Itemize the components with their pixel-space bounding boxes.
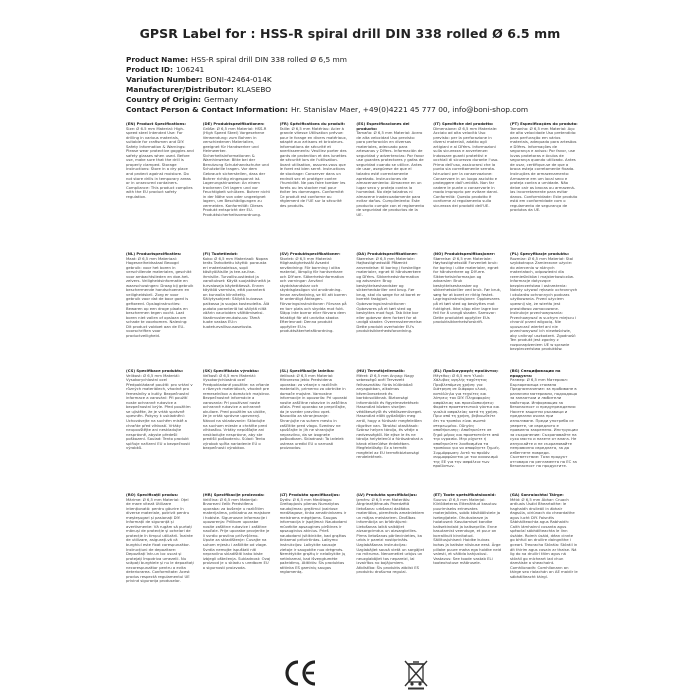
- section-hr: (HR) Specifikacije proizvoda: Veličina: Ø 6,5 mm Materijal: Brzorezni čelik Predviđena uporaba: za bušenje u različitim materijalima, prikladno za majstore i hobiste. Sigurnosne informacije i upozorenja: Prilikom uporabe nosite zaštitne rukavice i zaštitne naočale. Prije uporabe provjerite je li svrdlo pravilno pričvršćeno. Upute za skladištenje: Čuvajte na suhom mjestu i zaštitite od vlage. Svrdla nemojte ispuštati niti nepravilno skladištiti kako biste izbjegli oštećenja. Sukladnost: Ovaj proizvod je u skladu s uredbom EU o sigurnosti proizvoda.: [202, 493, 271, 570]
- section-pl: (PL) Specyfikacje produktu: Rozmiar: Ø 6,5 mm Materiał: Stal szybkotnąca Zamierzone użycie: do wiercenia w różnych materiałach, odpowiedni dla rzemieślników i majsterkowiczów. Informacje dotyczące bezpieczeństwa i ostrzeżenia: Należy używać rękawic ochronnych i okularów ochronnych podczas użytkowania. Przed użyciem upewnij się, że wiertło jest prawidłowo zamocowane. Instrukcje przechowywania: Przechowywać w suchym miejscu i chronić przed wilgocią. Nie upuszczać wierteł ani nie przechowywać ich niewłaściwie, aby uniknąć uszkodzeń. Zgodność: Ten produkt jest zgodny z rozporządzeniem UE w sprawie bezpieczeństwa produktów.: [509, 252, 578, 352]
- section-cs: (CS) Specifikace produktu: Velikost: Ø 6,5 mm Materiál: Vysokorychlostní ocel Předpokládané použití: pro vrtání v různých materiálech, vhodné pro řemeslníky a kutily. Bezpečnostní informace a varování: Při použití noste ochranné rukavice a bezpečnostní brýle. Před použitím se ujistěte, že je vrták správně upevněn. Pokyny k uskladnění: Uchovávejte na suchém místě a chraňte před vlhkostí. Vrtáky neupouštějte ani neskladujte nesprávně, abyste předešli poškození. Soulad: Tento produkt splňuje nařízení EU o bezpečnosti výrobků.: [126, 369, 193, 451]
- section-sv: (SV) Produktspecifikationer: Storlek: Ø 6,5 mm Material: Höghastighetsstål Avsedd användning: För borrning i olika material, lämplig för hantverkare och DIY:are. Säkerhetsinformation och varningar: Använd skyddshandskar och skyddsglasögon vid användning. Innan användning, se till att borren är ordentligt åtdragen. Förvaringsinstruktioner: Förvara på en torr plats och skydda mot fukt. Släpp inte borrar eller förvara dem felaktigt för att undvika skador. Efterlevnad: Denna produkt uppfyller EU:s produktsäkerhetsförordning.: [279, 252, 347, 334]
- section-row: [126, 252, 578, 355]
- meta-country-of-origin: Country of Origin: Germany: [126, 95, 238, 104]
- section-sk: (SK) Špecifikácia výrobku: Veľkosť: Ø 6,5 mm Materiál: Vysokorýchlostná oceľ Predpokladané použitie: na vŕtanie v rôznych materiáloch, vhodné pre remeselníkov a domácich majstrov. Bezpečnostné informácie a varovania: Pri používaní noste ochranné rukavice a ochranné okuliare. Pred použitím sa uistite, že je vrták správne upevnený. Návod na skladovanie: Skladujte na suchom mieste a chráňte pred vlhkosťou. Vrtáky nepúšťajte ani neskladujte nesprávne, aby ste predišli poškodeniu. Súlad: Tento výrobok spĺňa nariadenie EÚ o bezpečnosti výrobkov.: [202, 369, 270, 451]
- compliance-symbols: [270, 655, 450, 691]
- meta-product-id: Product ID: 106241: [126, 65, 205, 74]
- section-fr: (FR) Spécifications du produit: Taille: Ø 6,5 mm Matériau: Acier à grande vitesse Utilisation prévue: pour le forage en divers matériaux, adapté aux artisans et bricoleurs. Informations de sécurité et avertissements: Veuillez porter des gants de protection et des lunettes de sécurité lors de l'utilisation. Avant utilisation, assurez-vous que le foret est bien serré. Instructions de stockage: Conserver dans un endroit sec et protéger contre l'humidité. Ne pas faire tomber les forets ou les stocker mal pour éviter les dommages. Conformité: Ce produit est conforme au règlement de l'UE sur la sécurité des produits.: [279, 122, 347, 208]
- section-es: (ES) Especificaciones del producto: Tamaño: Ø 6,5 mm Material: Acero de alta velocidad Uso previsto: para perforación en diversos materiales, adecuado para artesanos y DIYers. Información de seguridad y advertencias: Por favor use guantes protectores y gafas de seguridad cuando se utilice. Antes de usar, asegúrese de que el taladro esté correctamente apretado. Instrucciones de almacenamiento: Almacene en un lugar seco y proteja contra la humedad. No deje taladros ni almacene inadecuadamente para evitar daños. Cumplimiento: Este producto cumple con el reglamento de seguridad de productos de la UE.: [356, 122, 425, 217]
- section-no: (NO) Produktspesifikasjoner: Størrelse: Ø 6,5 mm Materiale: Høyhastighetsstål Forventet bruk: for boring i ulike materialer, egnet for håndverkere og DIY-ere. Sikkerhetsinformasjon og advarsler: Bruk beskyttelseshansker og sikkerhetsbriller ved bruk. Før bruk, sørg for at boret er riktig festet. Lagringsinstruksjoner: Oppbevares på et tørt sted og beskyttes mot fuktighet. Ikke slipp eller lagre bor feil for å unngå skader. Samsvar: Dette produktet oppfyller EUs produktsikkerhetsforskrift.: [433, 252, 502, 325]
- section-bg: (BG) Спецификации на продукта: Размер: Ø 6,5 mm Материал: Бързорежеща стомана Предназначение: за пробиване в различни материали, подходящо за занаятчии и любители майстори. Информация за безопасност и предупреждения: Носете защитни ръкавици и предпазни очила при използване. Преди употреба се уверете, че свредлото е правилно закрепено. Инструкции за съхранение: Съхранявайте на сухо място и пазете от влага. Не изпускайте и не съхранявайте неправилно свредлата, за да избегнете повреди. Съответствие: Този продукт отговаря на регламента на ЕС за безопасност на продуктите.: [509, 369, 578, 469]
- section-el: (EL) Προδιαγραφές προϊόντος: Μέγεθος: Ø 6,5 mm Υλικό: Χάλυβας υψηλής ταχύτητας Προβλεπόμενη χρήση: για διάτρηση σε διάφορα υλικά, κατάλληλο για τεχνίτες και λάτρεις του DIY. Πληροφορίες ασφάλειας και προειδοποιήσεις: Φοράτε προστατευτικά γάντια και γυαλιά ασφαλείας κατά τη χρήση. Πριν από τη χρήση, βεβαιωθείτε ότι το τρυπάνι είναι σωστά στερεωμένο. Οδηγίες αποθήκευσης: Αποθηκεύετε σε ξηρό μέρος και προστατεύετε από την υγρασία. Μην ρίχνετε ή αποθηκεύετε λανθασμένα τα τρυπάνια για να αποφύγετε ζημιές. Συμμόρφωση: Αυτό το προϊόν συμμορφώνεται με τον κανονισμό της ΕΕ για την ασφάλεια των προϊόντων.: [433, 369, 501, 469]
- section-fi: (FI) Tuotetiedot: Koko: Ø 6,5 mm Materiaali: Nopea teräs Tarkoitettu käyttö: porausta eri materiaaleissa, sopii käsityöläisille ja tee-se-itse-ihmisille. Turvallisuustiedot ja varoitukset: Käytä suojakäsineitä ja turvalaseja käytettäessä. Ennen käyttöä varmista, että poranterä on kunnolla kiinnitetty. Säilytysohjeet: Säilytä kuivassa paikassa ja suojaa kosteudelta. Älä pudota poranteriä tai säilytä niitä väärin vaurioiden välttämiseksi. Vaatimustenmukaisuus: Tämä tuote vastaa EU:n tuoteturvallisuusasetusta.: [202, 252, 271, 329]
- section-lt: (LT) Produkto specifikacijos: Dydis: Ø 6,5 mm Medžiaga: Greitapjovis plienas Numatytas naudojimas: gręžimui įvairiose medžiagose, tinka amatininkams ir meistrams mėgėjams. Saugos informacija ir įspėjimai: Naudodami mūvėkite apsaugines pirštines ir apsauginius akinius. Prieš naudodami įsitikinkite, kad grąžtas tinkamai pritvirtintas. Laikymo instrukcijos: Laikykite sausoje vietoje ir saugokite nuo drėgmės. Nemėtykite grąžtų ir nelaikykite jų netinkamai, kad išvengtumėte pažeidimų. Atitiktis: Šis produktas atitinka ES gaminių saugos reglamentą.: [279, 493, 348, 575]
- language-sections: [126, 122, 578, 614]
- section-ro: (RO) Specificații produs: Mărime: Ø 6,5 mm Material: Oțel de mare viteză Utilizare intenționată: pentru găurire în diverse materiale, potrivit pentru meșteșugari și pasionați DIY. Informații de siguranță și avertismente: Vă rugăm să purtați mănuși de protecție și ochelari de protecție în timpul utilizării. Înainte de utilizare, asigurați-vă că burghiul este fixat corespunzător. Instrucțiuni de depozitare: Depozitați într-un loc uscat și protejați împotriva umezelii. Nu scăpați burghiele și nu le depozitați necorespunzător pentru a evita deteriorarea. Conformitate: Acest produs respectă regulamentul UE privind siguranța produselor.: [126, 493, 194, 584]
- meta-manufacturer: Manufacturer/Distributor: KLASEBO: [126, 85, 272, 94]
- section-it: (IT) Specifiche del prodotto: Dimensione: Ø 6,5 mm Materiale: Acciaio ad alta velocità Uso previsto: per la perforazione in diversi materiali, adatto agli artigiani e ai DIYers. Informazioni sulla sicurezza e avvertenze: Indossare guanti protettivi e occhiali di sicurezza durante l'uso. Prima dell'uso, assicurarsi che la punta sia correttamente serrata. Istruzioni per la conservazione: Conservare in un luogo asciutto e proteggere dall'umidità. Non far cadere le punte o conservarle in modo improprio per evitare danni. Conformità: Questo prodotto è conforme al regolamento sulla sicurezza dei prodotti dell'UE.: [433, 122, 499, 208]
- section-row: [126, 122, 578, 238]
- section-ga: (GA) Sonraíochtaí Táirge: Méid: Ø 6,5 mm Ábhar: Cruach ardluais Úsáid Bheartaithe: le haghaidh druileáil in ábhair éagsúla, oiriúnach do cheardaithe agus lucht DIY. Faisnéis Sábháilteachta agus Rabhaidh: Caith lámhainní cosanta agus spéaclaí sábháilteachta le linn úsáide. Roimh úsáid, déan cinnte go bhfuil an druilire daingnithe i gceart. Treoracha Stórála: Stóráil in áit thirim agus cosain ar thaise. Ná lig do na druilirí titim agus ná stóráil go mícheart iad chun damáiste a sheachaint. Comhlíonadh: Comhlíonann an táirge seo rialachán an AE maidir le sábháilteacht táirgí.: [509, 493, 578, 579]
- label-title: GPSR Label for : HSS-R spiral drill DIN 338 rolled Ø 6.5 mm: [139, 26, 561, 41]
- section-en: (EN) Product Specifications: Size: Ø 6.5 mm Material: High-speed steel Intended Use: For drilling in various materials, suitable for craftsmen and DIY. Safety Information & Warnings: Please wear protective goggles and safety glasses when used. Before use, make sure that the drill is properly clamped. Storage Instructions: Store in a dry place and protect against moisture. Do not store drills in temporary areas or in unsecured containers. Compliance: This product complies with the EU product safety regulation.: [126, 122, 194, 199]
- section-sl: (SL) Specifikacije izdelka: Velikost: Ø 6,5 mm Material: Hitrorezno jeklo Predvidena uporaba: za vrtanje v različnih materialih, primerno za obrtnike in domače mojstre. Varnostne informacije in opozorila: Pri uporabi nosite zaščitne rokavice in zaščitna očala. Pred uporabo se prepričajte, da je sveder pravilno vpet. Navodila za shranjevanje: Shranjujte na suhem mestu in zaščitite pred vlago. Svedrov ne spuščajte in jih ne shranjujte nepravilno, da se izognete poškodbam. Skladnost: Ta izdelek ustreza uredbi EU o varnosti proizvodov.: [279, 369, 348, 451]
- product-meta: [126, 55, 686, 115]
- section-de: (DE) Produktspezifikationen: Größe: Ø 6,5 mm Material: HSS-R (High Speed Steel) Vorgesehene Verwendung: zum Bohren in verschiedenen Materialien, geeignet für Handwerker und Heimwerker. Sicherheitsinformationen & Warnhinweise: Bitte bei der Benutzung Schutzhandschuhe und Schutzbrille tragen. Vor dem Gebrauch sicherstellen, dass der Bohrer richtig eingespannt ist. Lagerungshinweise: An einem trockenen Ort lagern und vor Feuchtigkeit schützen. Bohrer nicht in der Nähe von oder ungeeignet lagern, um Beschädigungen zu vermeiden. Konformität: Dieses Produkt entspricht der EU-Produktsicherheitsverordnung.: [202, 122, 270, 217]
- meta-product-name: Product Name: HSS-R spiral drill DIN 338 rolled Ø 6,5 mm: [126, 55, 347, 64]
- section-pt: (PT) Especificações do produto: Tamanho: Ø 6,5 mm Material: Aço de alta velocidade Uso pretendido: para perfuração em vários materiais, adequado para artesãos e DIYers. Informações de segurança e avisos: Por favor, use luvas protetoras e óculos de segurança quando utilizado. Antes de usar, certifique-se de que a broca esteja corretamente fixada. Instruções de armazenamento: Armazene em um local seco e proteja contra a umidade. Não deixe cair as brocas ou armazená-las incorretamente para evitar danos. Conformidade: Este produto está em conformidade com o regulamento de segurança de produtos da UE.: [509, 122, 578, 213]
- meta-contact: Contact Person & Contact Information: Hr. Stanislav Maer, +49(0)4221 45 777 00, info@boni-shop.com: [126, 105, 529, 114]
- section-nl: (NL) Productspecificaties: Maat: Ø 6,5 mm Materiaal: Hogesnelheidsstaal Beoogd gebruik: voor het boren in verschillende materialen, geschikt voor ambachtslieden en doe-het-zelvers. Veiligheidsinformatie en waarschuwingen: Draag bij gebruik beschermende handschoenen en veiligheidsbril. Zorg er voor gebruik voor dat de boor goed is gefixeerd. Opslaginstructies: Bewaren op een droge plaats en beschermen tegen vocht. Laat boren niet vallen of opslaan om schade te voorkomen. Naleving: Dit product voldoet aan de EU-voorschriften voor productveiligheid.: [126, 252, 194, 338]
- section-et: (ET) Toote spetsifikatsioonid: Suurus: Ø 6,5 mm Materjal: Kiirlõiketeras Ettenähtud kasutus: puurimiseks erinevates materjalides, sobib käsitöölistele ja isetegijatele. Ohutusteave ja hoiatused: Kasutamisel kandke kaitsekindaid ja kaitseprille. Enne kasutamist veenduge, et puur on korralikult kinnitatud. Säilitusjuhised: Hoidke kuivas kohas ja kaitske niiskuse eest. Ärge pillake puure maha ega hoidke neid valesti, et vältida kahjustusi. Vastavus: See toode vastab ELi tooteohutuse määrusele.: [433, 493, 502, 566]
- section-lv: (LV) Produkta specifikācijas: Izmērs: Ø 6,5 mm Materiāls: Ātrgriezējtērauds Paredzētā lietošana: urbšanai dažādos materiālos, piemērots amatniekiem un mājas meistariem. Drošības informācija un brīdinājumi: Lietošanas laikā valkājiet aizsargcimdus un aizsargbrilles. Pirms lietošanas pārliecinieties, ka urbis ir pareizi nostiprināts. Uzglabāšanas instrukcijas: Uzglabājiet sausā vietā un sargājiet no mitruma. Nenometiet urbjus un neuzglabājiet tos nepareizi, lai izvairītos no bojājumiem. Atbilstība: Šis produkts atbilst ES produktu drošuma regulai.: [356, 493, 425, 575]
- weee-crossed-bin-icon: [402, 658, 430, 690]
- meta-variation-number: Variation Number: BONI-42464-014K: [126, 75, 272, 84]
- section-da: (DA) Produktspecifikationer: Størrelse: Ø 6,5 mm Materiale: Højhastighedsstål Påtænkt anvendelse: til boring i forskellige materialer, egnet til håndværkere og DIYers. Sikkerhedsinformation og advarsler: Brug beskyttelseshandsker og sikkerhedsbriller ved brug. Før brug, skal du sørge for at boret er korrekt fastgjort. Opbevaringsinstruktioner: Opbevares på et tørt sted og beskyttes mod fugt. Tab ikke bor eller opbevar dem forkert for at undgå skader. Overensstemmelse: Dette produkt overholder EU's produktsikkerhedsforordning.: [356, 252, 423, 334]
- section-hu: (HU) Termékjellemzők: Méret: Ø 6,5 mm Anyag: Nagy sebességű acél Tervezett felhasználás: fúrás különböző anyagokban, alkalmas kézműveseknek és barkácsolóknak. Biztonsági információk és figyelmeztetések: Használat közben viseljen védőkesztyűt és védőszemüveget. Használat előtt győződjön meg arról, hogy a fúrószár megfelelően rögzítve van. Tárolási utasítások: Száraz helyen tárolja, és védje a nedvességtől. Ne ejtse le és ne tárolja helytelenül a fúrószárakat a károk elkerülése érdekében. Megfelelőség: Ez a termék megfelel az EU termékbiztonsági rendeletének.: [356, 369, 423, 460]
- ce-mark-icon: [284, 659, 318, 687]
- section-row: [126, 369, 578, 479]
- section-row: [126, 493, 578, 600]
